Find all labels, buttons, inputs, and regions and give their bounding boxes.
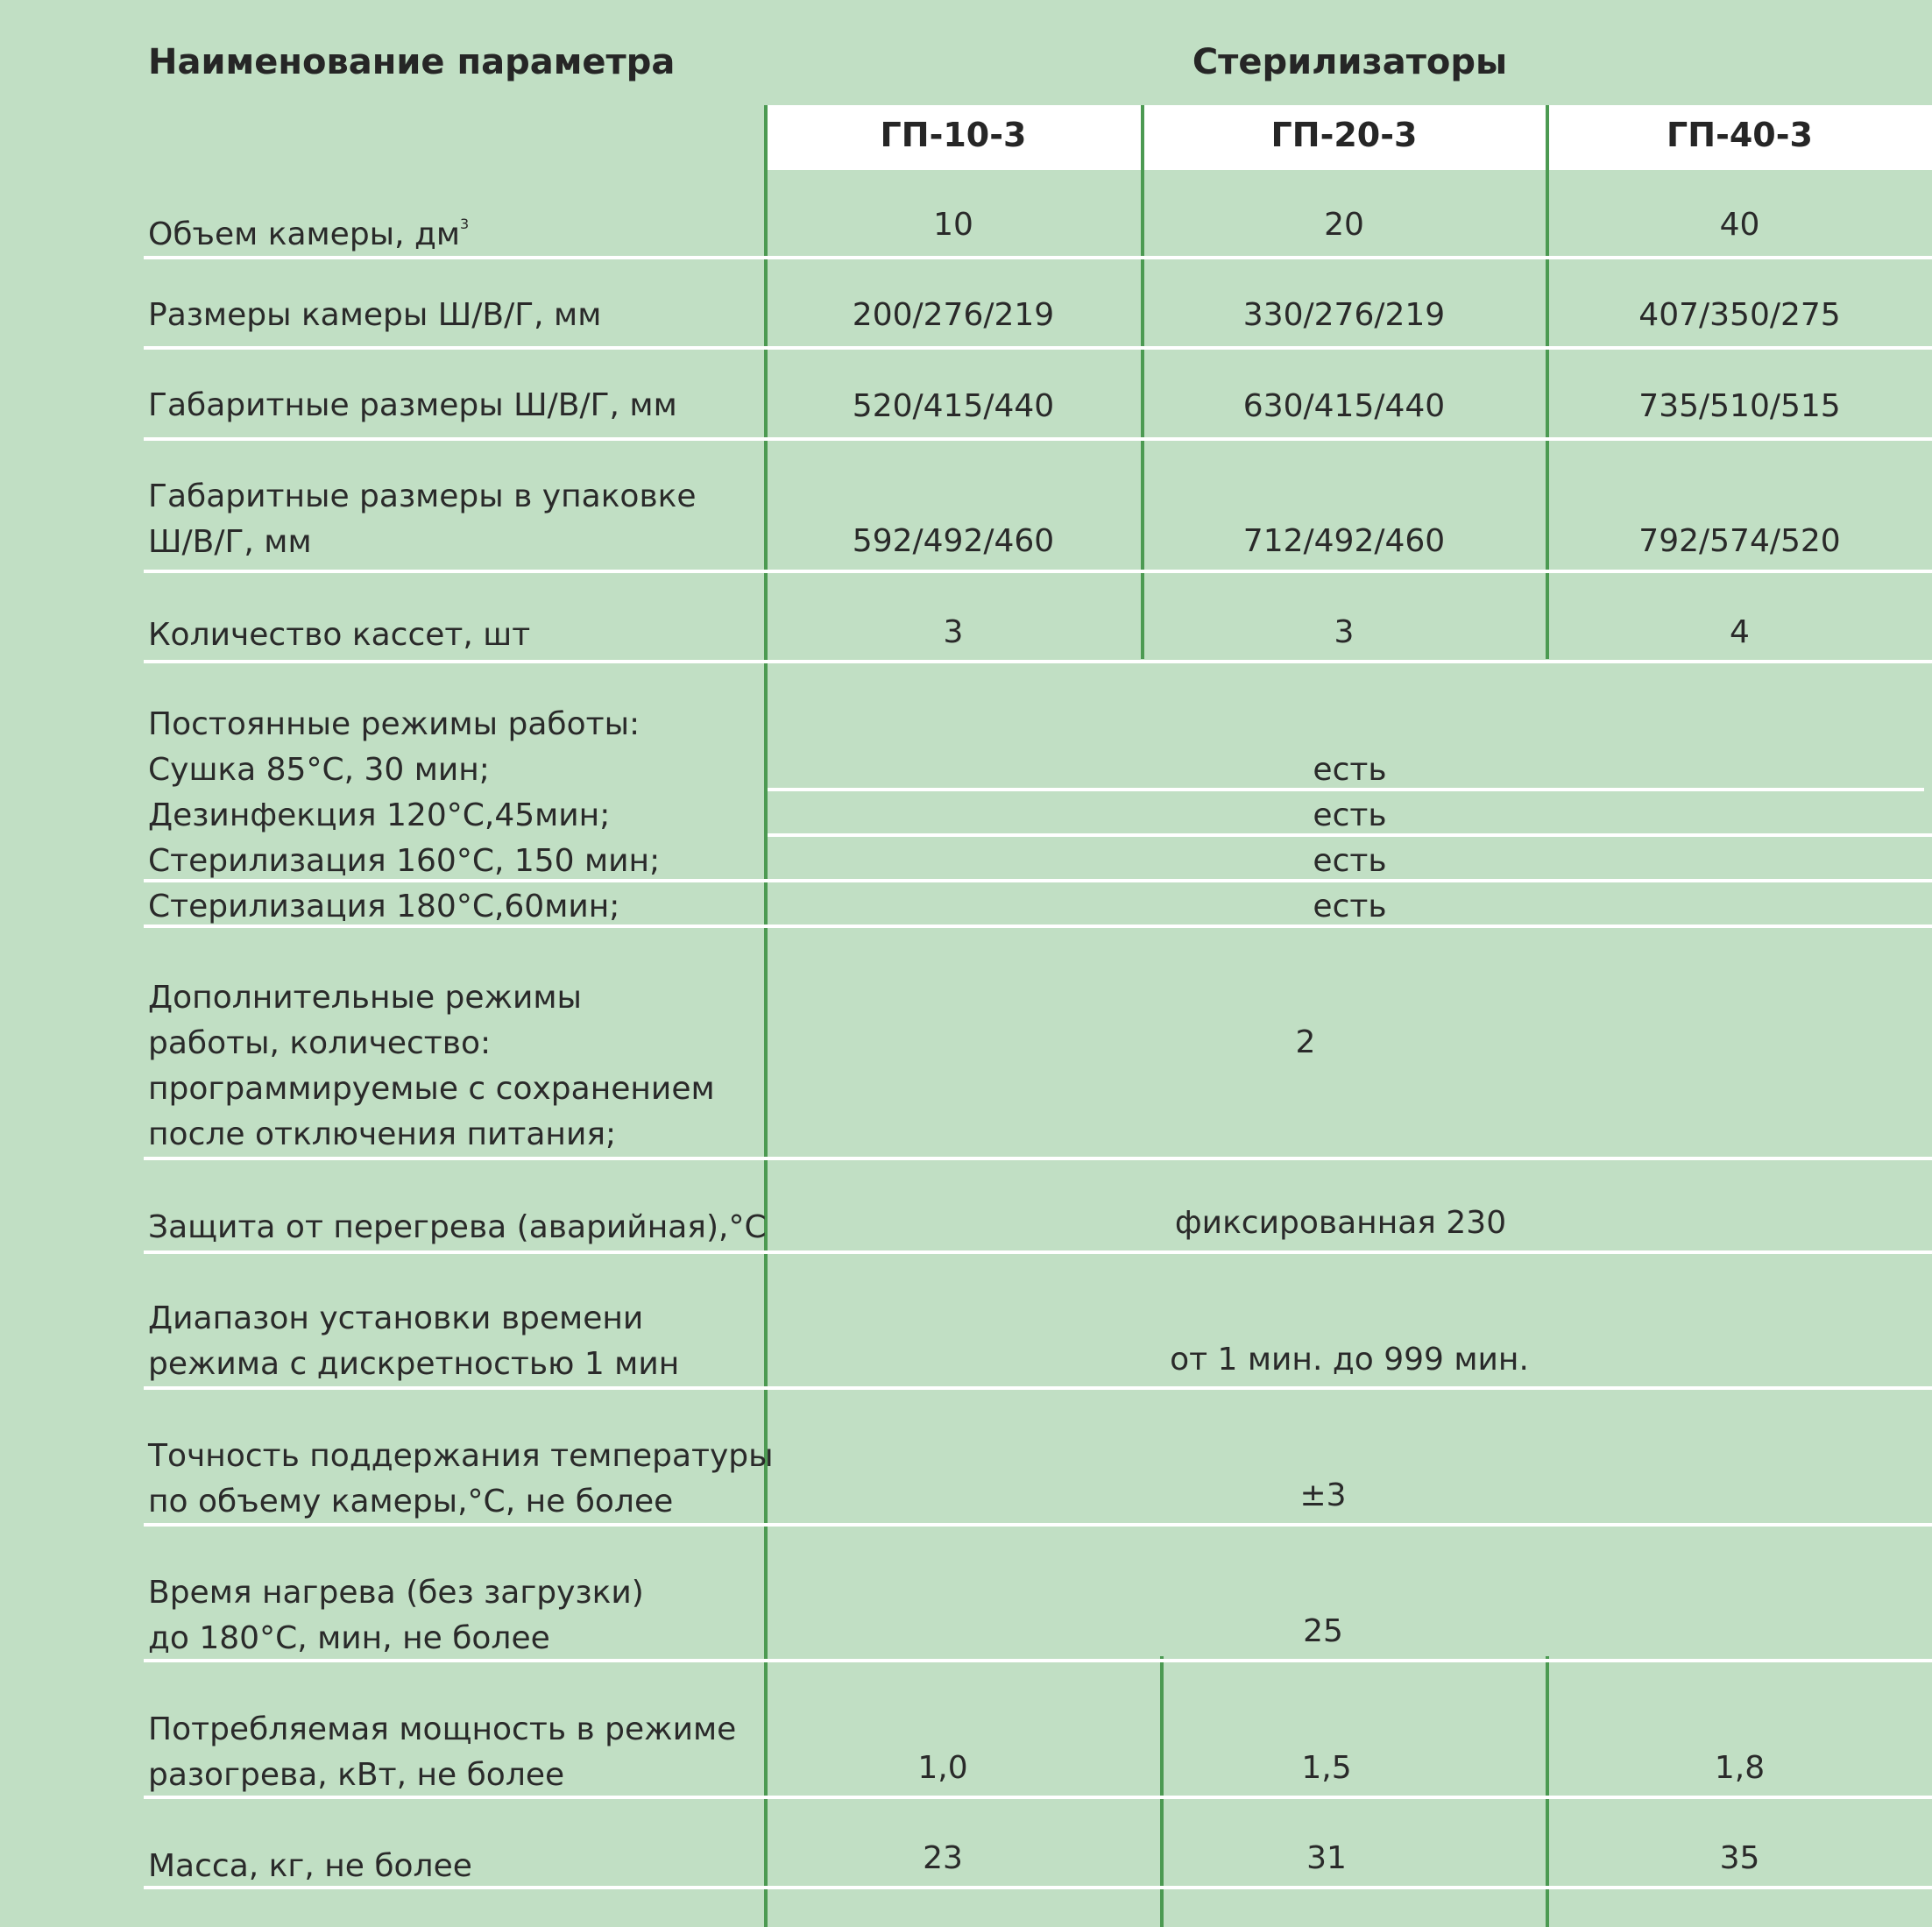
volume-value-3: 40: [1719, 207, 1760, 243]
cassettes-label: Количество кассет, шт: [148, 617, 531, 653]
heat-time-label-line1: Время нагрева (без загрузки): [148, 1575, 644, 1611]
power-value-1: 1,0: [917, 1750, 968, 1786]
chamber-size-value-3: 407/350/275: [1638, 297, 1841, 333]
row-divider: [144, 660, 1932, 663]
packed-size-label-line1: Габаритные размеры в упаковке: [148, 478, 697, 514]
time-range-label-line1: Диапазон установки времени: [148, 1300, 644, 1336]
packed-size-value-2: 712/492/460: [1242, 523, 1446, 559]
mode-value-sterilization-180: есть: [1313, 889, 1387, 925]
chamber-size-value-1: 200/276/219: [852, 297, 1055, 333]
mode-label-sterilization-180: Стерилизация 180°С,60мин;: [148, 889, 620, 925]
mode-value-disinfection: есть: [1313, 797, 1387, 833]
extra-modes-label-line1: Дополнительные режимы: [148, 980, 582, 1016]
model-gp-10-3: ГП-10-3: [880, 116, 1027, 154]
row-divider: [768, 788, 1924, 791]
volume-label: Объем камеры, $дм^3$: [148, 216, 470, 252]
volume-value-2: 20: [1324, 207, 1364, 243]
packed-size-label-line2: Ш/В/Г, мм: [148, 524, 312, 560]
packed-size-value-3: 792/574/520: [1638, 523, 1841, 559]
column-divider-2-upper: [1141, 105, 1144, 659]
overheat-label: Защита от перегрева (аварийная),°С: [148, 1209, 767, 1245]
extra-modes-label-line4: после отключения питания;: [148, 1116, 617, 1152]
model-gp-20-3: ГП-20-3: [1270, 116, 1418, 154]
mode-label-sterilization-160: Стерилизация 160°С, 150 мин;: [148, 843, 661, 879]
row-divider: [144, 1250, 1932, 1254]
row-divider: [144, 346, 1932, 350]
volume-value-1: 10: [933, 207, 973, 243]
heat-time-value: 25: [1303, 1613, 1343, 1649]
overall-size-value-1: 520/415/440: [852, 388, 1055, 424]
row-divider: [768, 833, 1932, 837]
column-divider-main: [764, 105, 768, 1927]
extra-modes-value: 2: [1295, 1024, 1316, 1060]
time-range-value: от 1 мин. до 999 мин.: [1170, 1342, 1529, 1378]
overall-size-value-2: 630/415/440: [1242, 388, 1446, 424]
cassettes-value-2: 3: [1334, 614, 1355, 650]
overall-size-label: Габаритные размеры Ш/В/Г, мм: [148, 387, 677, 423]
mode-label-disinfection: Дезинфекция 120°С,45мин;: [148, 797, 611, 833]
accuracy-value: ±3: [1299, 1477, 1347, 1513]
mass-label: Масса, кг, не более: [148, 1848, 472, 1884]
modes-title: Постоянные режимы работы:: [148, 706, 640, 742]
extra-modes-label-line3: программируемые с сохранением: [148, 1071, 715, 1107]
mass-value-3: 35: [1719, 1840, 1760, 1876]
overheat-value: фиксированная 230: [1174, 1205, 1507, 1241]
chamber-size-value-2: 330/276/219: [1242, 297, 1446, 333]
heat-time-label-line2: до 180°С, мин, не более: [148, 1620, 550, 1656]
column-divider-3-upper: [1546, 105, 1549, 659]
mode-label-drying: Сушка 85°С, 30 мин;: [148, 752, 490, 788]
model-gp-40-3: ГП-40-3: [1667, 116, 1813, 154]
power-label-line2: разогрева, кВт, не более: [148, 1757, 565, 1793]
mode-value-sterilization-160: есть: [1313, 843, 1387, 879]
overall-size-value-3: 735/510/515: [1638, 388, 1841, 424]
mode-value-drying: есть: [1313, 752, 1387, 788]
mass-value-2: 31: [1306, 1840, 1347, 1876]
row-divider: [144, 570, 1932, 573]
power-value-2: 1,5: [1301, 1750, 1352, 1786]
power-label-line1: Потребляемая мощность в режиме: [148, 1711, 737, 1747]
param-column-title: Наименование параметра: [148, 42, 676, 82]
accuracy-label-line1: Точность поддержания температуры: [148, 1438, 774, 1474]
time-range-label-line2: режима с дискретностью 1 мин: [148, 1346, 680, 1382]
extra-modes-label-line2: работы, количество:: [148, 1025, 492, 1061]
chamber-size-label: Размеры камеры Ш/В/Г, мм: [148, 297, 602, 333]
mass-value-1: 23: [923, 1840, 963, 1876]
row-divider: [144, 437, 1932, 441]
power-value-3: 1,8: [1714, 1750, 1766, 1786]
accuracy-label-line2: по объему камеры,°С, не более: [148, 1484, 674, 1520]
packed-size-value-1: 592/492/460: [852, 523, 1055, 559]
sterilizers-group-title: Стерилизаторы: [1192, 42, 1508, 82]
cassettes-value-1: 3: [943, 614, 964, 650]
cassettes-value-3: 4: [1730, 614, 1750, 650]
